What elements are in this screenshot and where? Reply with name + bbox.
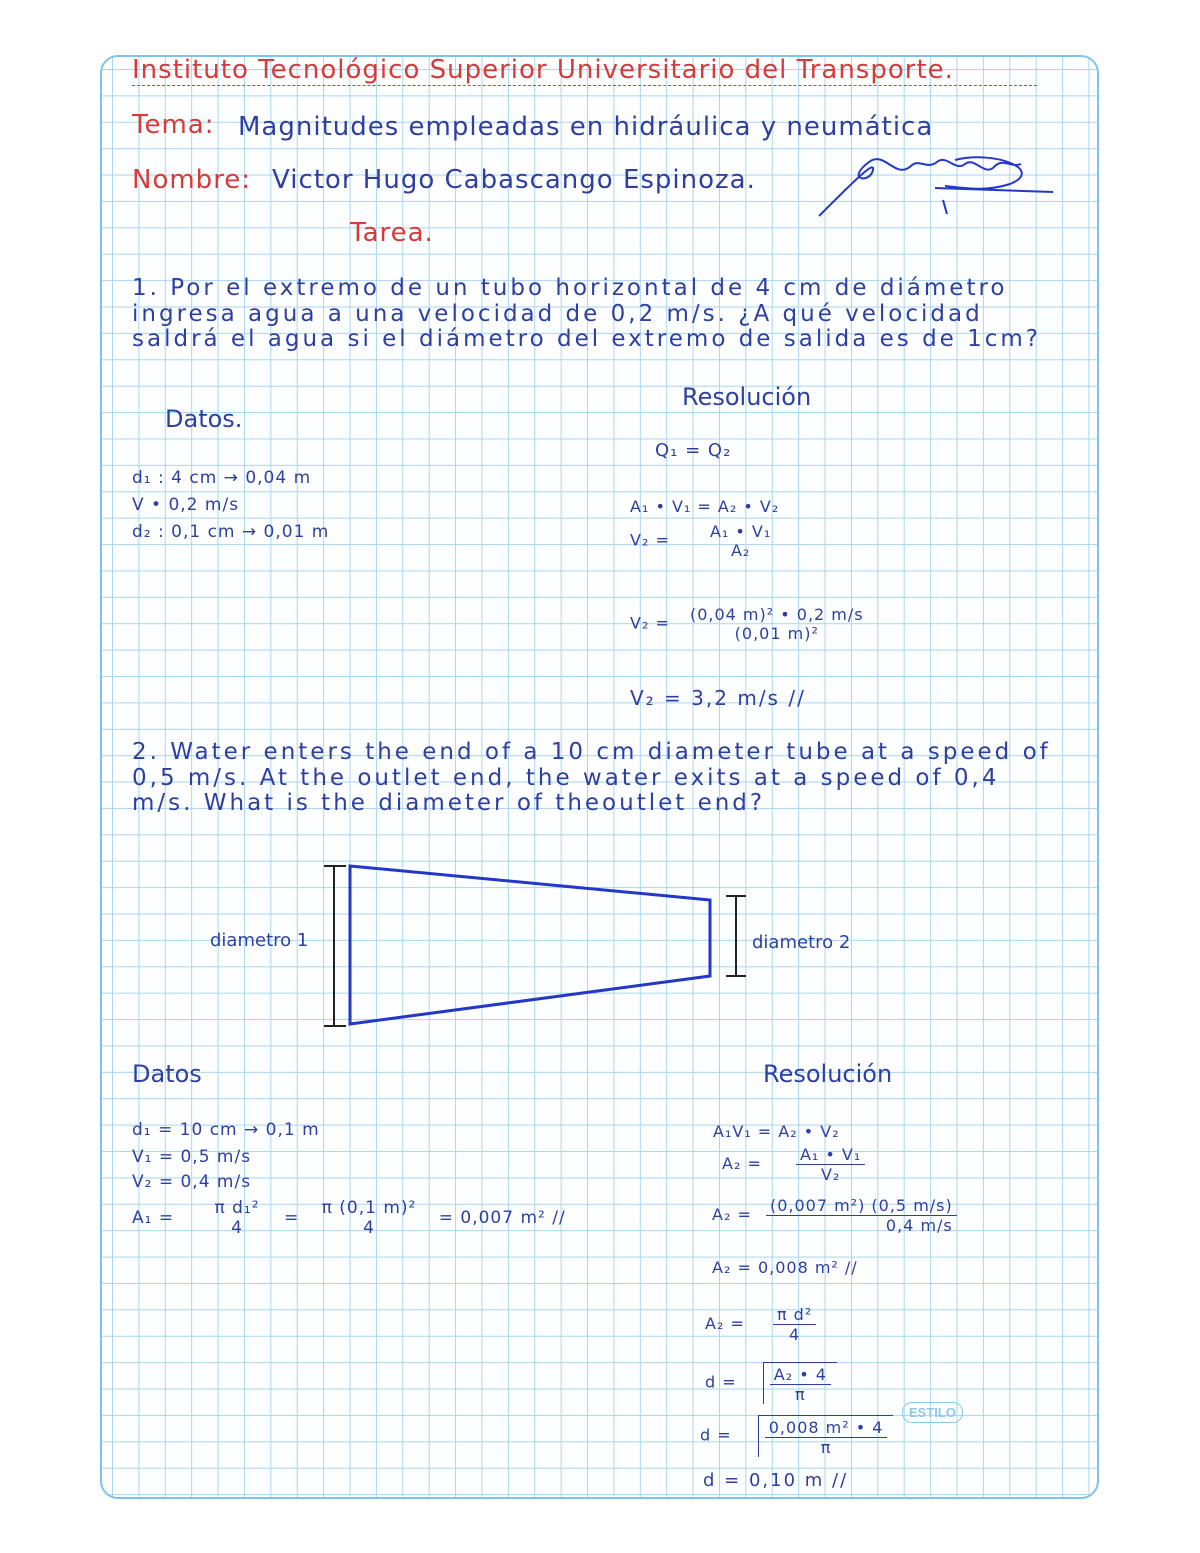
p2-area-numerator: π d²	[773, 1305, 816, 1325]
problem-1-resolution-title: Resolución	[682, 383, 812, 411]
p2-a1-sub-numerator: π (0,1 m)²	[321, 1198, 417, 1218]
p2-continuity-equation: A₁V₁ = A₂ • V₂	[713, 1122, 840, 1141]
p2-data-v1: V₁ = 0,5 m/s	[132, 1147, 252, 1167]
tube-diagram	[318, 858, 758, 1033]
problem-2-resolution-title: Resolución	[763, 1060, 893, 1088]
p2-a1-result: = 0,007 m² //	[438, 1208, 566, 1228]
p2-d-label: d =	[705, 1372, 737, 1392]
diagram-label-diameter-2: diametro 2	[752, 932, 851, 953]
p1-v2-label: V₂ =	[630, 530, 670, 550]
header-underline	[132, 85, 1037, 86]
p2-a1-equals: =	[283, 1208, 300, 1228]
p1-data-d1: d₁ : 4 cm → 0,04 m	[132, 468, 312, 488]
p2-area-formula	[705, 1305, 816, 1344]
student-name: Victor Hugo Cabascango Espinoza.	[272, 165, 756, 195]
topic-text: Magnitudes empleadas en hidráulica y neumática	[238, 112, 934, 142]
tube-outline	[350, 866, 710, 1024]
p2-sub-denominator: 0,4 m/s	[885, 1216, 953, 1235]
problem-1-statement: 1. Por el extremo de un tubo horizontal de 4 cm de diámetro ingresa agua a una velocidad de 0,2 m/s. ¿A qué velocidad saldrá el agua si el diámetro del extremo de salida es de 1cm?	[132, 275, 1042, 352]
p2-a1-denominator: 4	[231, 1218, 243, 1238]
notebook-brand-logo: ESTILO	[902, 1402, 963, 1423]
p2-a2-formula	[722, 1145, 865, 1184]
diameter-1-marker	[324, 866, 346, 1026]
p1-v2-numerator: A₁ • V₁	[709, 522, 772, 541]
p2-a2-result: A₂ = 0,008 m² //	[712, 1258, 858, 1277]
p1-v2-denominator: A₂	[730, 541, 751, 560]
p2-d-denominator: π	[795, 1385, 806, 1404]
p2-d2-label: d =	[700, 1425, 732, 1445]
p1-v2-substitution	[630, 605, 868, 643]
topic-label: Tema:	[132, 110, 215, 140]
p2-a2-substitution	[712, 1196, 957, 1235]
p1-sub-label: V₂ =	[630, 613, 670, 633]
p2-a2-label: A₂ =	[722, 1154, 762, 1173]
p2-final-result: d = 0,10 m //	[703, 1470, 849, 1491]
p1-v2-formula	[630, 522, 775, 560]
p2-a2-denominator: V₂	[820, 1165, 841, 1184]
diameter-2-marker	[726, 896, 746, 976]
p2-a1-label: A₁ =	[132, 1208, 175, 1228]
p2-a1-numerator: π d₁²	[214, 1198, 260, 1218]
problem-2-statement: 2. Water enters the end of a 10 cm diameter tube at a speed of 0,5 m/s. At the outlet end, the water exits at a speed of 0,4 m/s. What is the diameter of theoutlet end?	[132, 739, 1051, 816]
signature	[815, 140, 1060, 225]
name-label: Nombre:	[132, 165, 252, 195]
p2-a2-numerator: A₁ • V₁	[796, 1145, 865, 1165]
p1-result: V₂ = 3,2 m/s //	[630, 686, 806, 710]
p2-diameter-formula	[705, 1362, 837, 1404]
p1-flow-equality: Q₁ = Q₂	[655, 440, 732, 461]
p2-sub-label: A₂ =	[712, 1205, 752, 1224]
p1-data-d2: d₂ : 0,1 cm → 0,01 m	[132, 522, 330, 542]
p1-sub-denominator: (0,01 m)²	[734, 624, 819, 643]
p2-area-label: A₂ =	[705, 1314, 745, 1333]
institute-title: Instituto Tecnológico Superior Universitario del Transporte.	[132, 55, 954, 85]
p2-a1-sub-denominator: 4	[363, 1218, 375, 1238]
p2-diameter-substitution	[700, 1415, 893, 1457]
p2-area-denominator: 4	[789, 1325, 801, 1344]
p2-data-v2: V₂ = 0,4 m/s	[132, 1172, 252, 1192]
p2-area-a1	[132, 1198, 566, 1238]
p1-sub-numerator: (0,04 m)² • 0,2 m/s	[689, 605, 864, 624]
diagram-label-diameter-1: diametro 1	[210, 930, 309, 951]
p2-sub-numerator: (0,007 m²) (0,5 m/s)	[766, 1196, 957, 1216]
p2-d2-denominator: π	[820, 1438, 832, 1457]
p1-data-v: V • 0,2 m/s	[132, 495, 240, 515]
problem-2-data-title: Datos	[132, 1060, 202, 1088]
p2-d2-numerator: 0,008 m² • 4	[765, 1418, 888, 1438]
problem-1-data-title: Datos.	[165, 405, 243, 433]
p1-continuity-equation: A₁ • V₁ = A₂ • V₂	[630, 497, 780, 516]
p2-d-numerator: A₂ • 4	[770, 1365, 831, 1385]
assignment-label: Tarea.	[350, 218, 434, 248]
p2-data-d1: d₁ = 10 cm → 0,1 m	[132, 1120, 320, 1140]
